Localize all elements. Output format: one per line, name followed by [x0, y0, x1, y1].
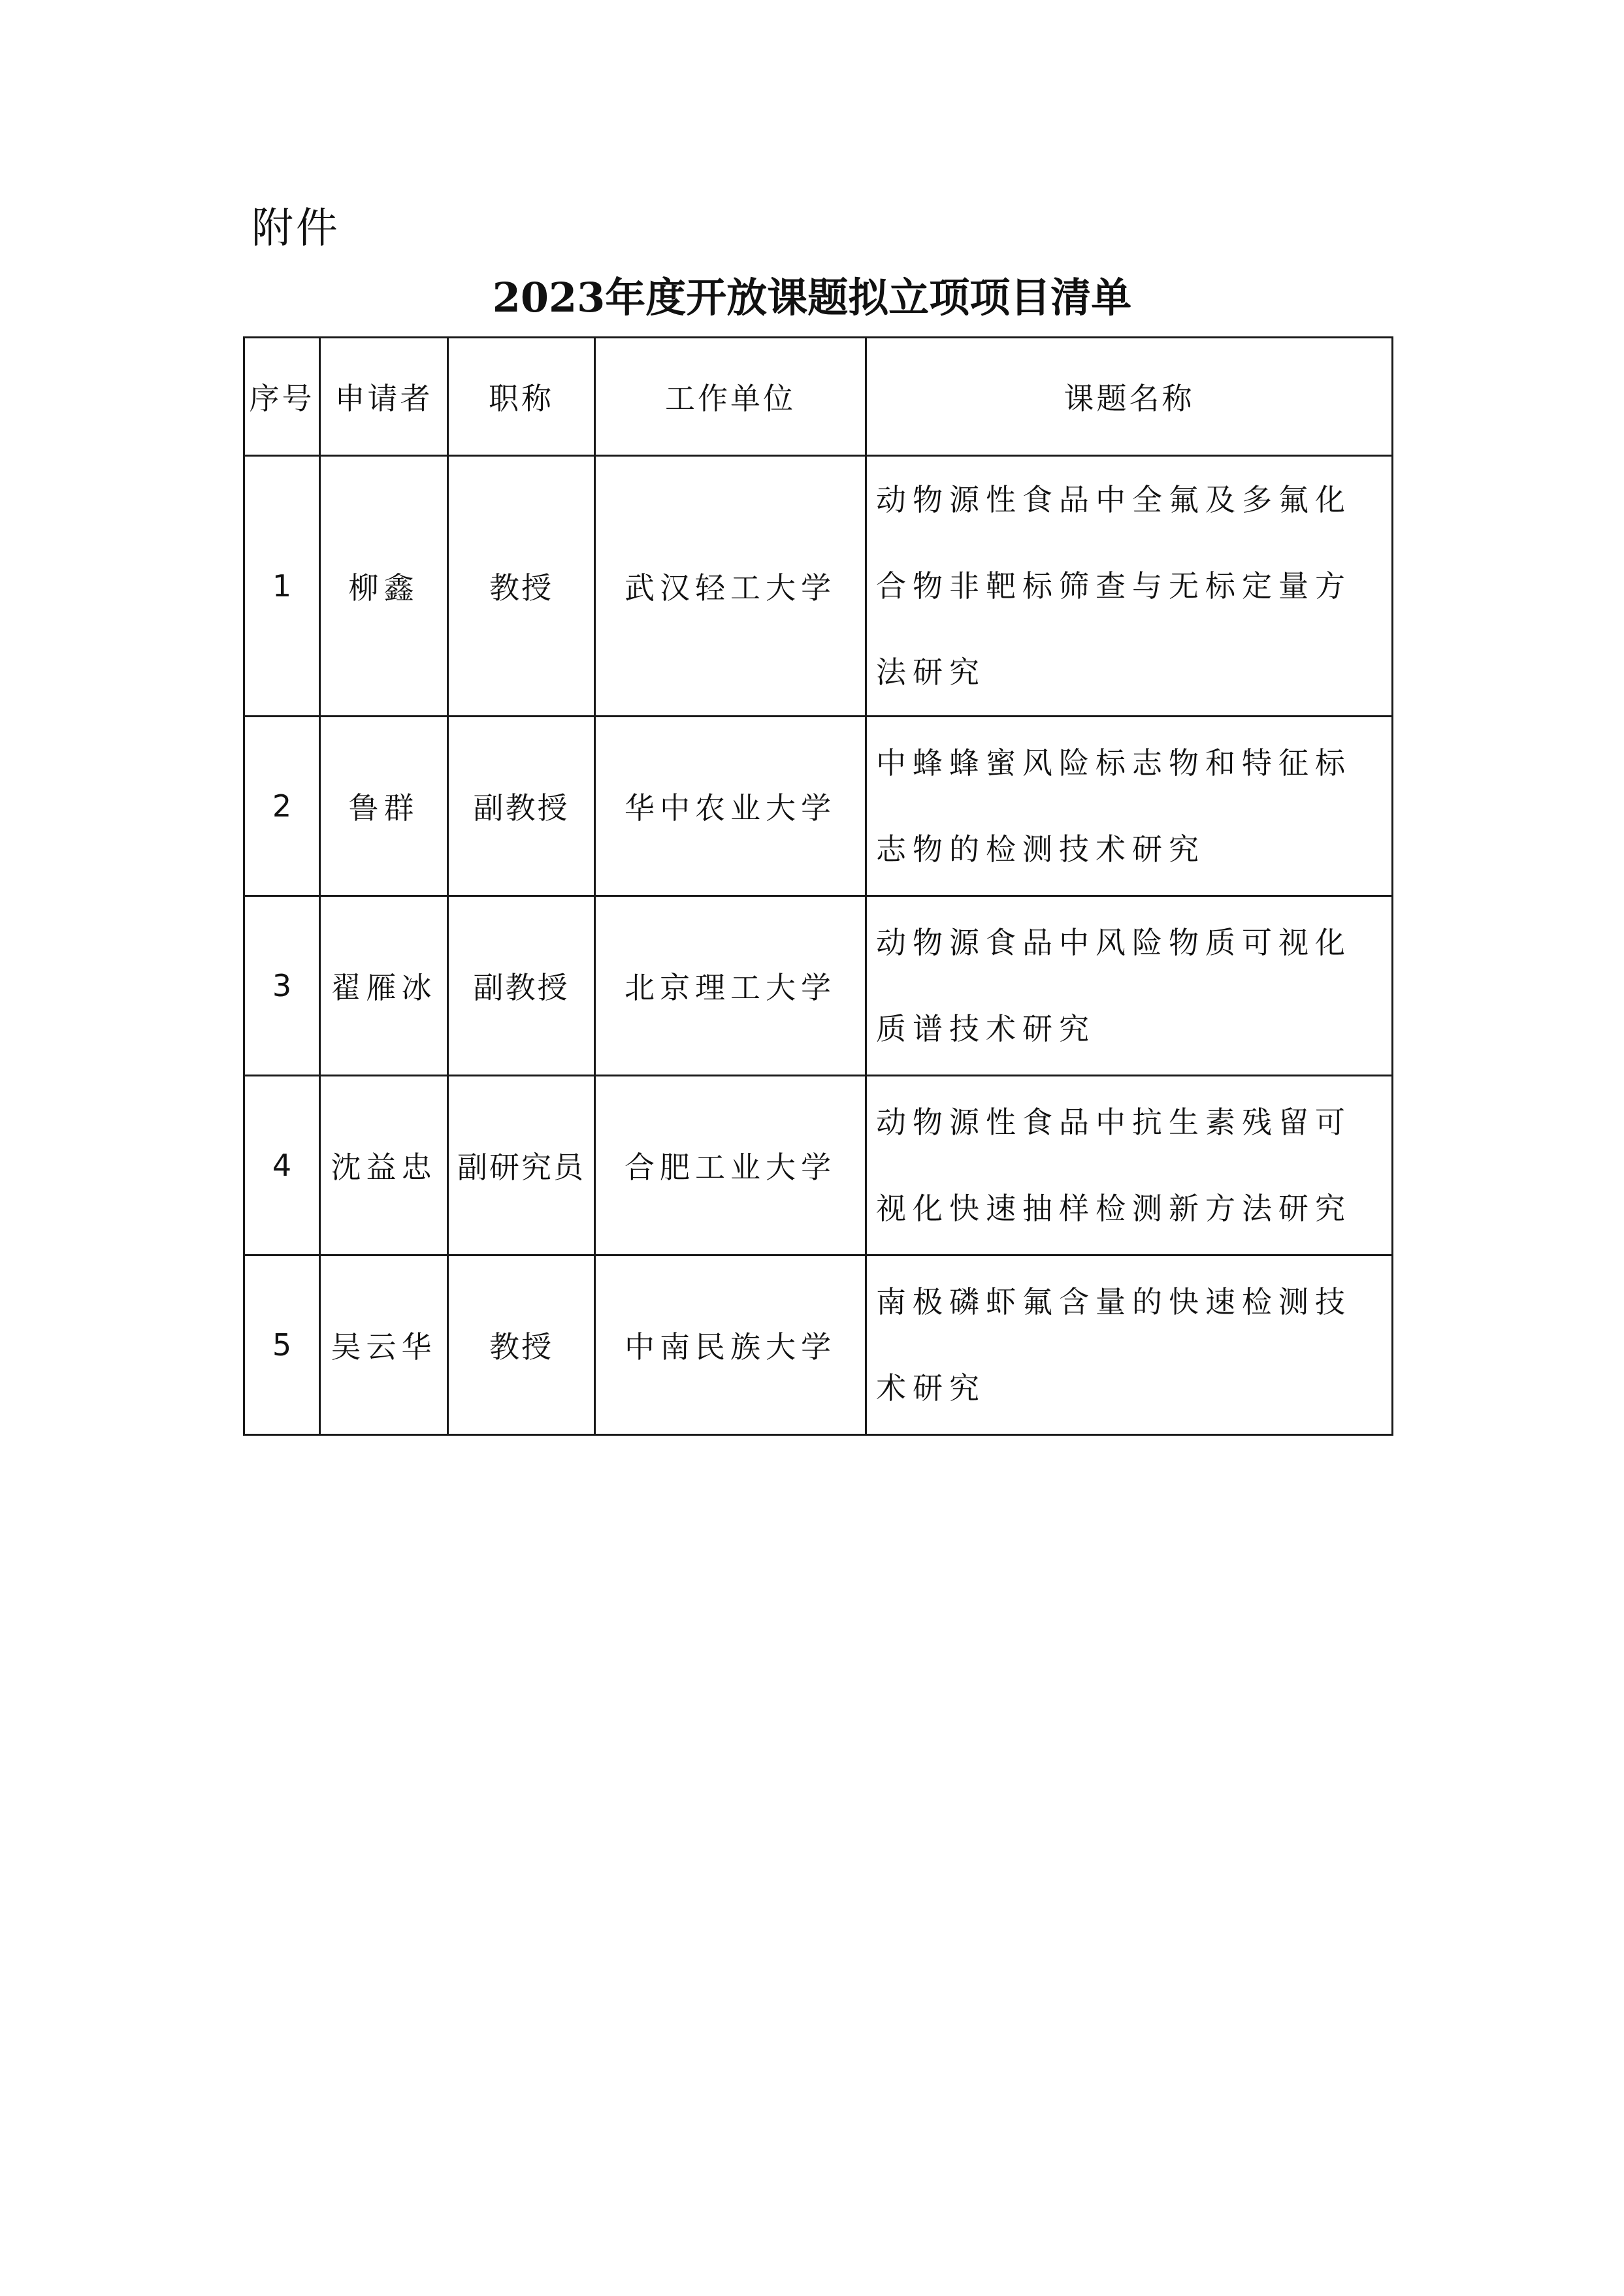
cell-applicant: 翟雁冰: [320, 896, 448, 1076]
cell-unit: 华中农业大学: [595, 717, 866, 896]
table-row: [244, 456, 1393, 717]
header-title: 职称: [448, 338, 595, 456]
cell-index: 2: [244, 717, 320, 896]
cell-index: 5: [244, 1255, 320, 1435]
cell-topic: 动物源食品中风险物质可视化质谱技术研究: [866, 896, 1393, 1076]
table-row: [244, 1255, 1393, 1435]
attachment-label: 附件: [252, 204, 340, 253]
cell-unit: 北京理工大学: [595, 896, 866, 1076]
header-unit: 工作单位: [595, 338, 866, 456]
table-row: [244, 1076, 1393, 1255]
cell-title: 教授: [448, 1255, 595, 1435]
cell-unit: 合肥工业大学: [595, 1076, 866, 1255]
cell-title: 副教授: [448, 896, 595, 1076]
cell-title: 副教授: [448, 717, 595, 896]
cell-title: 副研究员: [448, 1076, 595, 1255]
header-index: 序号: [244, 338, 320, 456]
table-row: [244, 896, 1393, 1076]
cell-topic: 动物源性食品中抗生素残留可视化快速抽样检测新方法研究: [866, 1076, 1393, 1255]
cell-applicant: 柳鑫: [320, 456, 448, 717]
cell-title: 教授: [448, 456, 595, 717]
header-topic: 课题名称: [866, 338, 1393, 456]
table-header-row: [244, 338, 1393, 456]
cell-index: 1: [244, 456, 320, 717]
cell-topic: 中蜂蜂蜜风险标志物和特征标志物的检测技术研究: [866, 717, 1393, 896]
cell-applicant: 沈益忠: [320, 1076, 448, 1255]
cell-topic: 动物源性食品中全氟及多氟化合物非靶标筛查与无标定量方法研究: [866, 456, 1393, 717]
project-list-table: [243, 336, 1393, 1436]
cell-index: 3: [244, 896, 320, 1076]
cell-applicant: 吴云华: [320, 1255, 448, 1435]
cell-index: 4: [244, 1076, 320, 1255]
cell-unit: 中南民族大学: [595, 1255, 866, 1435]
cell-applicant: 鲁群: [320, 717, 448, 896]
table-row: [244, 717, 1393, 896]
cell-unit: 武汉轻工大学: [595, 456, 866, 717]
header-applicant: 申请者: [320, 338, 448, 456]
cell-topic: 南极磷虾氟含量的快速检测技术研究: [866, 1255, 1393, 1435]
document-title: 2023年度开放课题拟立项项目清单: [492, 274, 1132, 321]
